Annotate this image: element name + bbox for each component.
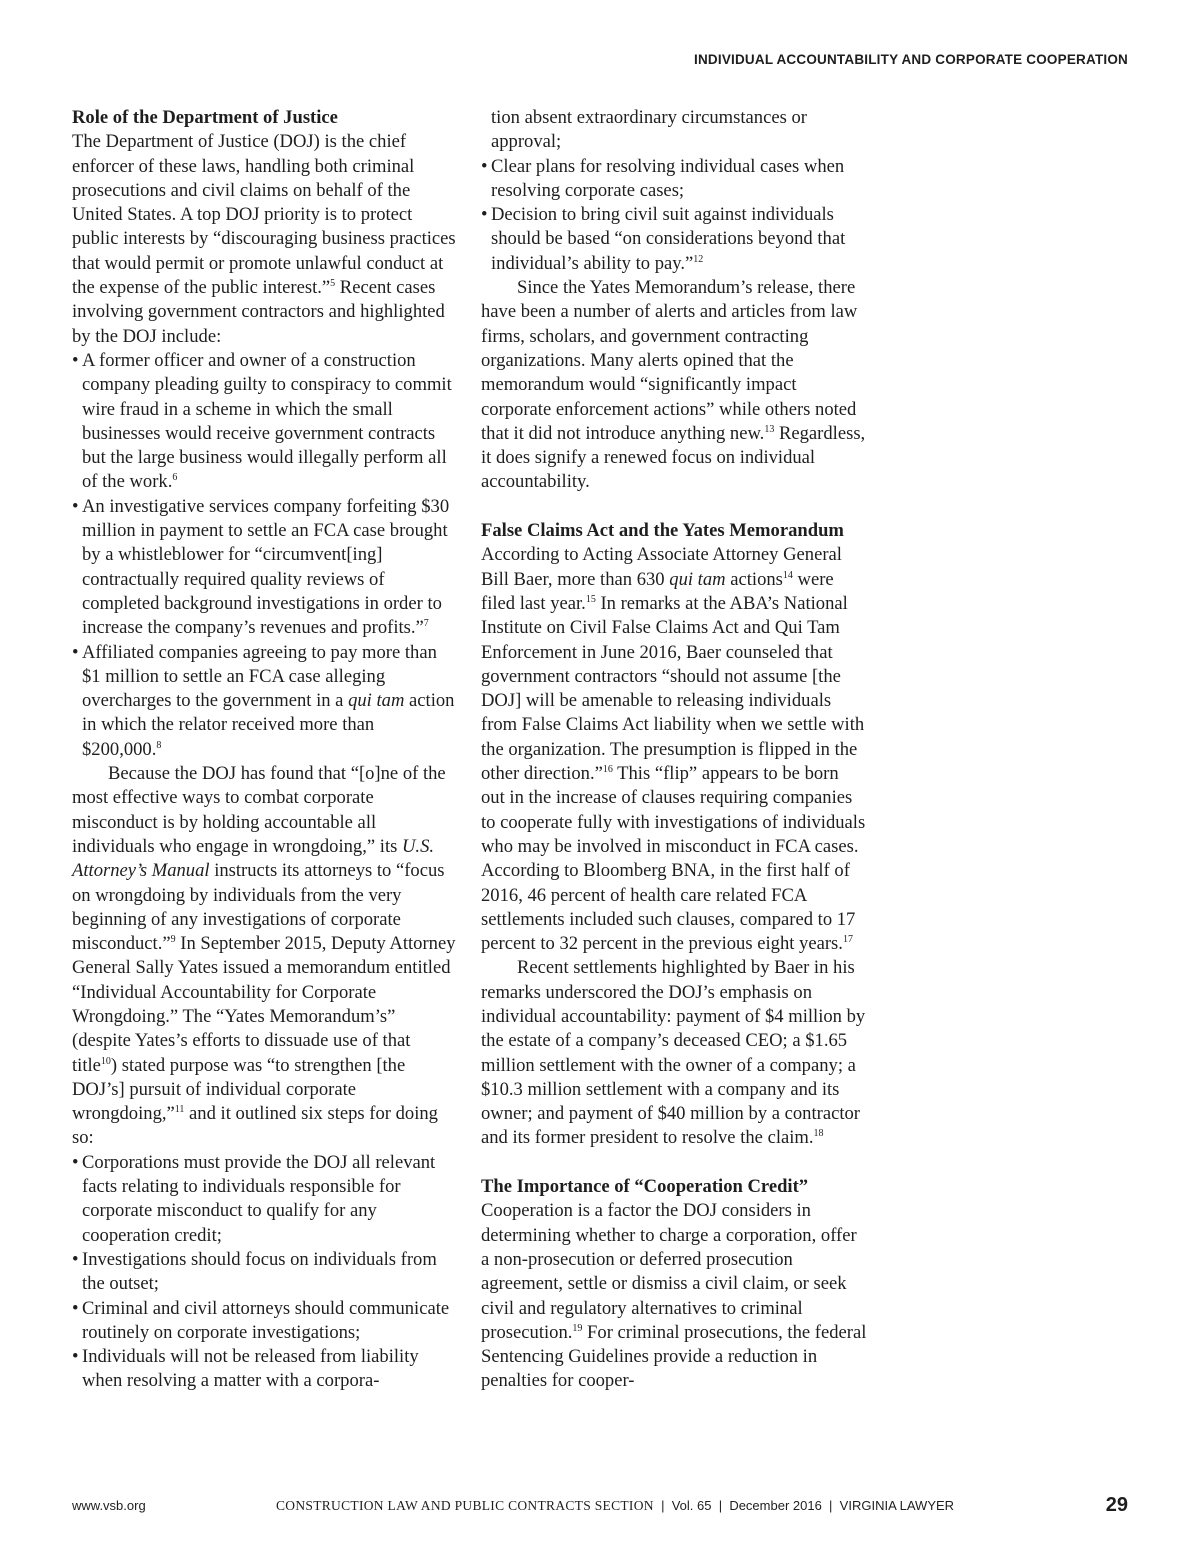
list-item: • An investigative services company forfeiting $30 million in payment to settle an FCA case brought by a whistleblower for “circumvent[ing] contractually required quality reviews of completed background investigations in order to increase the company’s revenues and profits.”$^7$ (72, 495, 458, 641)
footnote-ref: 19 (572, 1322, 583, 1334)
paragraph-fca: According to Acting Associate Attorney General Bill Baer, more than 630 qui tam actions$^{14}$ were filed last year.$^{15}$ In remarks at the ABA’s National Institute on Civil False Claims Act and Qui Tam Enforcement in June 2016, Baer counseled that government contractors “should not assume [the DOJ] will be amenable to releasing individuals from False Claims Act liability when we settle with the organization. The presumption is flipped in the other direction.”$^{16}$ This “flip” appears to be born out in the increase of clauses requiring companies to cooperate fully with investigations of individuals who may be involved in misconduct in FCA cases. According to Bloomberg BNA, in the first half of 2016, 46 percent of health care related FCA settlements included such clauses, compared to 17 percent to 32 percent in the previous eight years.$^{17}$ (481, 544, 866, 955)
list-item: • Individuals will not be released from liability when resolving a matter with a corpora- (72, 1345, 458, 1394)
footnote-ref: 7 (423, 618, 429, 630)
footer-url: www.vsb.org (72, 1498, 146, 1513)
steps-list (72, 1151, 458, 1394)
steps-list-continued (481, 106, 867, 276)
footnote-ref: 13 (764, 423, 775, 435)
list-item: • Clear plans for resolving individual cases when resolving corporate cases; (481, 155, 867, 204)
section-heading-doj: Role of the Department of Justice (72, 107, 338, 128)
footnote-ref: 11 (174, 1104, 185, 1116)
footnote-ref: 8 (156, 739, 162, 751)
left-column (72, 106, 458, 1394)
section-heading-fca: False Claims Act and the Yates Memorandum (481, 520, 844, 542)
page-number: 29 (1105, 1494, 1128, 1516)
list-item: • Investigations should focus on individuals from the outset; (72, 1248, 458, 1297)
list-item: • Affiliated companies agreeing to pay more than $1 million to settle an FCA case alleging overcharges to the government in a qui tam action in which the relator received more than $200,000.$^8$ (72, 641, 458, 762)
footer-publication: CONSTRUCTION LAW AND PUBLIC CONTRACTS SECTION | Vol. 65 | December 2016 | VIRGINIA LAWYER (276, 1498, 955, 1513)
footnote-ref: 5 (330, 278, 336, 290)
list-item: • A former officer and owner of a construction company pleading guilty to conspiracy to commit wire fraud in a scheme in which the small businesses would receive government contracts but the large business would illegally perform all of the work.$^6$ (72, 349, 458, 495)
paragraph-yates-memo: Because the DOJ has found that “[o]ne of the most effective ways to combat corporate misconduct is by holding accountable all individuals who engage in wrongdoing,” its U.S. Attorney’s Manual instructs its attorneys to “focus on wrongdoing by individuals from the very beginning of any investigations of corporate misconduct.”$^9$ In September 2015, Deputy Attorney General Sally Yates issued a memorandum entitled “Individual Accountability for Corporate Wrongdoing.” The “Yates Memorandum’s” (despite Yates’s efforts to dissuade use of that title$^{10}$) stated purpose was “to strengthen [the DOJ’s] pursuit of individual corporate wrongdoing,”$^{11}$ and it outlined six steps for doing so: (72, 763, 456, 1149)
list-item: • Criminal and civil attorneys should communicate routinely on corporate investigations; (72, 1297, 458, 1346)
case-list (72, 349, 458, 762)
footnote-ref: 10 (100, 1055, 111, 1067)
list-item-continued: tion absent extraordinary circumstances or approval; (491, 107, 807, 153)
list-item: • Corporations must provide the DOJ all relevant facts relating to individuals responsible for corporate misconduct to qualify for any cooperation credit; (72, 1151, 458, 1248)
footnote-ref: 9 (170, 934, 176, 946)
footnote-ref: 18 (813, 1128, 824, 1140)
footnote-ref: 16 (602, 764, 613, 776)
section-heading-cooperation: The Importance of “Cooperation Credit” (481, 1176, 809, 1198)
paragraph-settlements: Recent settlements highlighted by Baer in his remarks underscored the DOJ’s emphasis on individual accountability: payment of $4 million by the estate of a company’s deceased CEO; a $1.65 million settlement with the owner of a company; a $10.3 million settlement with a company and its owner; and payment of $40 million by a contractor and its former president to resolve the claim.$^{18}$ (481, 957, 866, 1149)
paragraph-doj-intro: The Department of Justice (DOJ) is the chief enforcer of these laws, handling both criminal prosecutions and civil claims on behalf of the United States. A top DOJ priority is to protect public interests by “discouraging business practices that would permit or promote unlawful conduct at the expense of the public interest.”$^5$ Recent cases involving government contractors and highlighted by the DOJ include: (72, 131, 456, 347)
footnote-ref: 17 (842, 934, 853, 946)
footnote-ref: 15 (585, 593, 596, 605)
footnote-ref: 12 (693, 253, 704, 265)
running-header: INDIVIDUAL ACCOUNTABILITY AND CORPORATE COOPERATION (694, 52, 1128, 67)
paragraph-memo-reaction: Since the Yates Memorandum’s release, there have been a number of alerts and articles from law firms, scholars, and government contracting organizations. Many alerts opined that the memorandum would “significantly impact corporate enforcement actions” while others noted that it did not introduce anything new.$^{13}$ Regardless, it does signify a renewed focus on individual accountability. (481, 277, 866, 493)
page-footer (72, 1496, 1128, 1520)
footnote-ref: 14 (782, 569, 793, 581)
footnote-ref: 6 (172, 472, 178, 484)
list-item: • Decision to bring civil suit against individuals should be based “on considerations beyond that individual’s ability to pay.”$^{12}$ (481, 203, 867, 276)
paragraph-cooperation: Cooperation is a factor the DOJ considers in determining whether to charge a corporation, offer a non-prosecution or deferred prosecution agreement, settle or dismiss a civil claim, or seek civil and regulatory alternatives to criminal prosecution.$^{19}$ For criminal prosecutions, the federal Sentencing Guidelines provide a reduction in penalties for cooper- (481, 1200, 867, 1392)
right-column (481, 106, 867, 1394)
